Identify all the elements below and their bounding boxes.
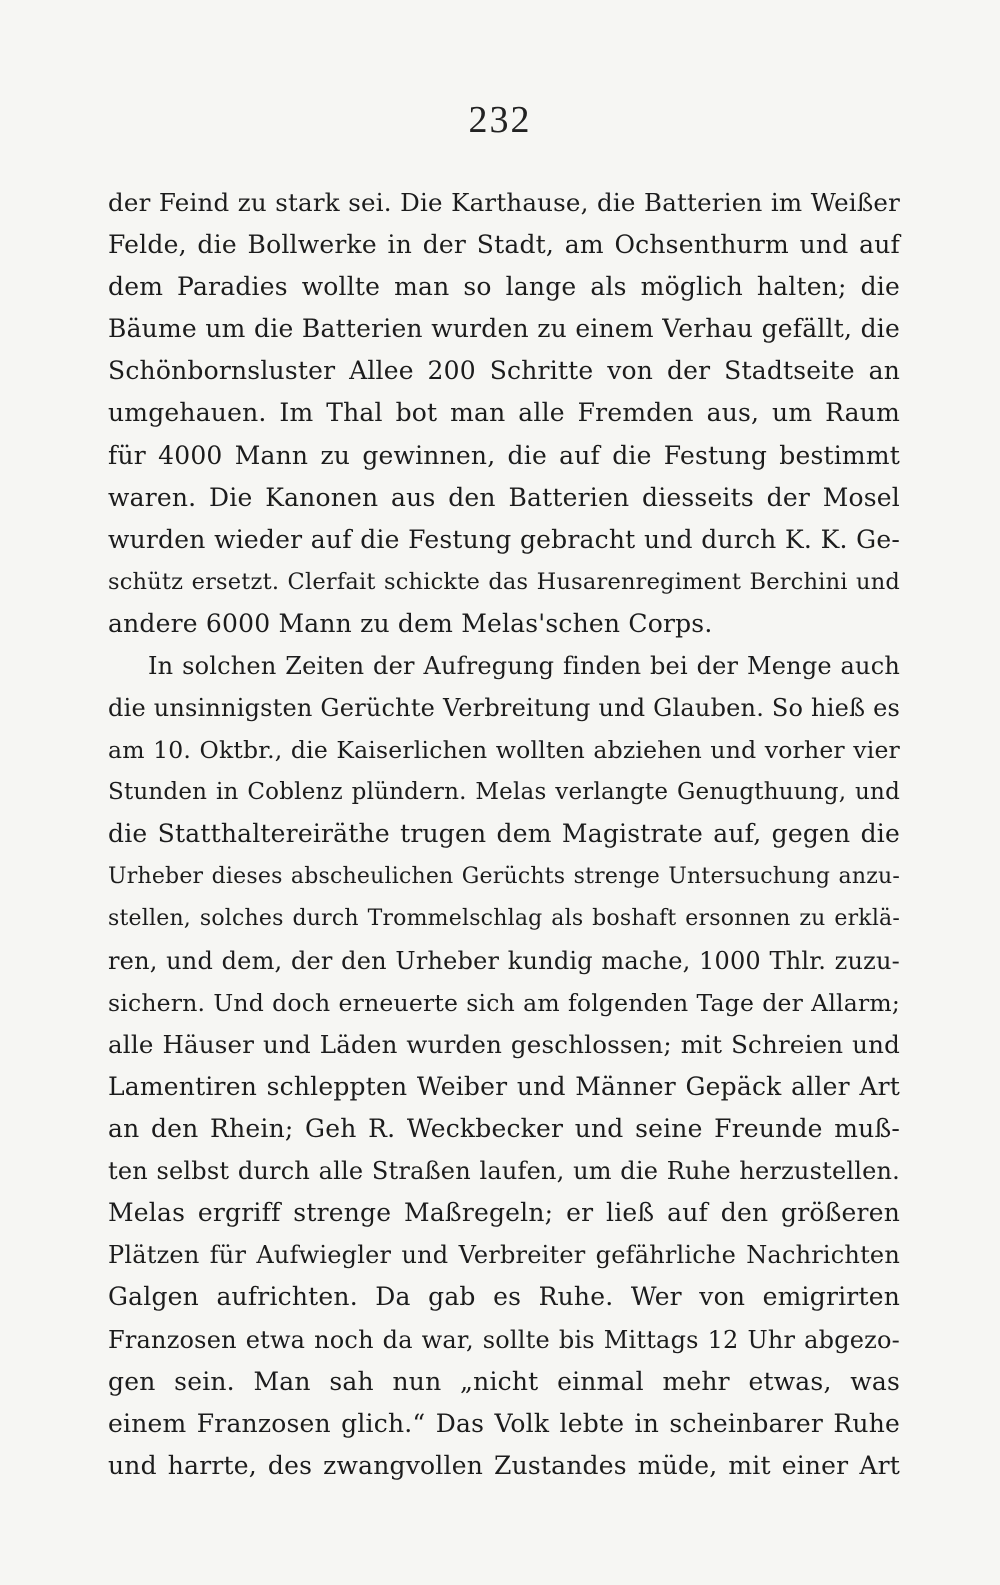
text-line: einem Franzosen glich.“ Das Volk lebte in scheinbarer Ruhe (108, 1408, 900, 1438)
text-line: Schönbornsluster Allee 200 Schritte von der Stadtseite an (108, 356, 900, 386)
text-line: wurden wieder auf die Festung gebracht und durch K. K. Ge- (108, 524, 900, 554)
text-line: andere 6000 Mann zu dem Melas'schen Corps. (108, 608, 713, 638)
text-line: Plätzen für Aufwiegler und Verbreiter gefährliche Nachrichten (108, 1241, 900, 1270)
text-line: In solchen Zeiten der Aufregung finden bei der Menge auch (148, 652, 900, 681)
text-line: Bäume um die Batterien wurden zu einem Verhau gefällt, die (108, 314, 900, 344)
text-line: Urheber dieses abscheulichen Gerüchts strenge Untersuchung anzu- (108, 863, 900, 889)
text-line: sichern. Und doch erneuerte sich am folgenden Tage der Allarm; (108, 988, 900, 1017)
text-line: schütz ersetzt. Clerfait schickte das Husarenregiment Berchini und (108, 568, 900, 595)
text-line: die unsinnigsten Gerüchte Verbreitung und Glauben. So hieß es (108, 694, 900, 723)
body-text (108, 182, 900, 1487)
text-line: Lamentiren schleppten Weiber und Männer Gepäck aller Art (108, 1071, 900, 1101)
text-line: die Statthaltereiräthe trugen dem Magistrate auf, gegen die (108, 819, 900, 849)
text-line: am 10. Oktbr., die Kaiserlichen wollten abziehen und vorher vier (108, 736, 900, 765)
paragraph (108, 645, 900, 1487)
text-line: ten selbst durch alle Straßen laufen, um die Ruhe herzustellen. (108, 1157, 900, 1186)
page-number: 232 (468, 99, 532, 141)
text-line: gen sein. Man sah nun „nicht einmal mehr etwas, was (108, 1366, 900, 1396)
text-line: Felde, die Bollwerke in der Stadt, am Ochsenthurm und auf (108, 230, 900, 260)
text-line: ren, und dem, der den Urheber kundig mache, 1000 Thlr. zuzu- (108, 946, 900, 975)
text-line: und harrte, des zwangvollen Zustandes müde, mit einer Art (108, 1450, 900, 1480)
text-line: Melas ergriff strenge Maßregeln; er ließ auf den größeren (108, 1198, 900, 1228)
text-line: für 4000 Mann zu gewinnen, die auf die Festung bestimmt (108, 440, 900, 470)
text-line: umgehauen. Im Thal bot man alle Fremden aus, um Raum (108, 398, 900, 428)
text-line: dem Paradies wollte man so lange als möglich halten; die (108, 272, 900, 302)
text-line: Galgen aufrichten. Da gab es Ruhe. Wer von emigrirten (108, 1282, 900, 1312)
text-line: Stunden in Coblenz plündern. Melas verlangte Genugthuung, und (108, 779, 900, 806)
text-line: an den Rhein; Geh R. Weckbecker und seine Freunde muß- (108, 1114, 900, 1144)
text-line: der Feind zu stark sei. Die Karthause, die Batterien im Weißer (108, 188, 900, 217)
paragraph (108, 182, 900, 645)
text-line: stellen, solches durch Trommelschlag als boshaft ersonnen zu erklä- (108, 905, 900, 931)
text-line: Franzosen etwa noch da war, sollte bis Mittags 12 Uhr abgezo- (108, 1325, 900, 1354)
text-line: alle Häuser und Läden wurden geschlossen; mit Schreien und (108, 1029, 900, 1059)
text-line: waren. Die Kanonen aus den Batterien diesseits der Mosel (108, 482, 900, 512)
